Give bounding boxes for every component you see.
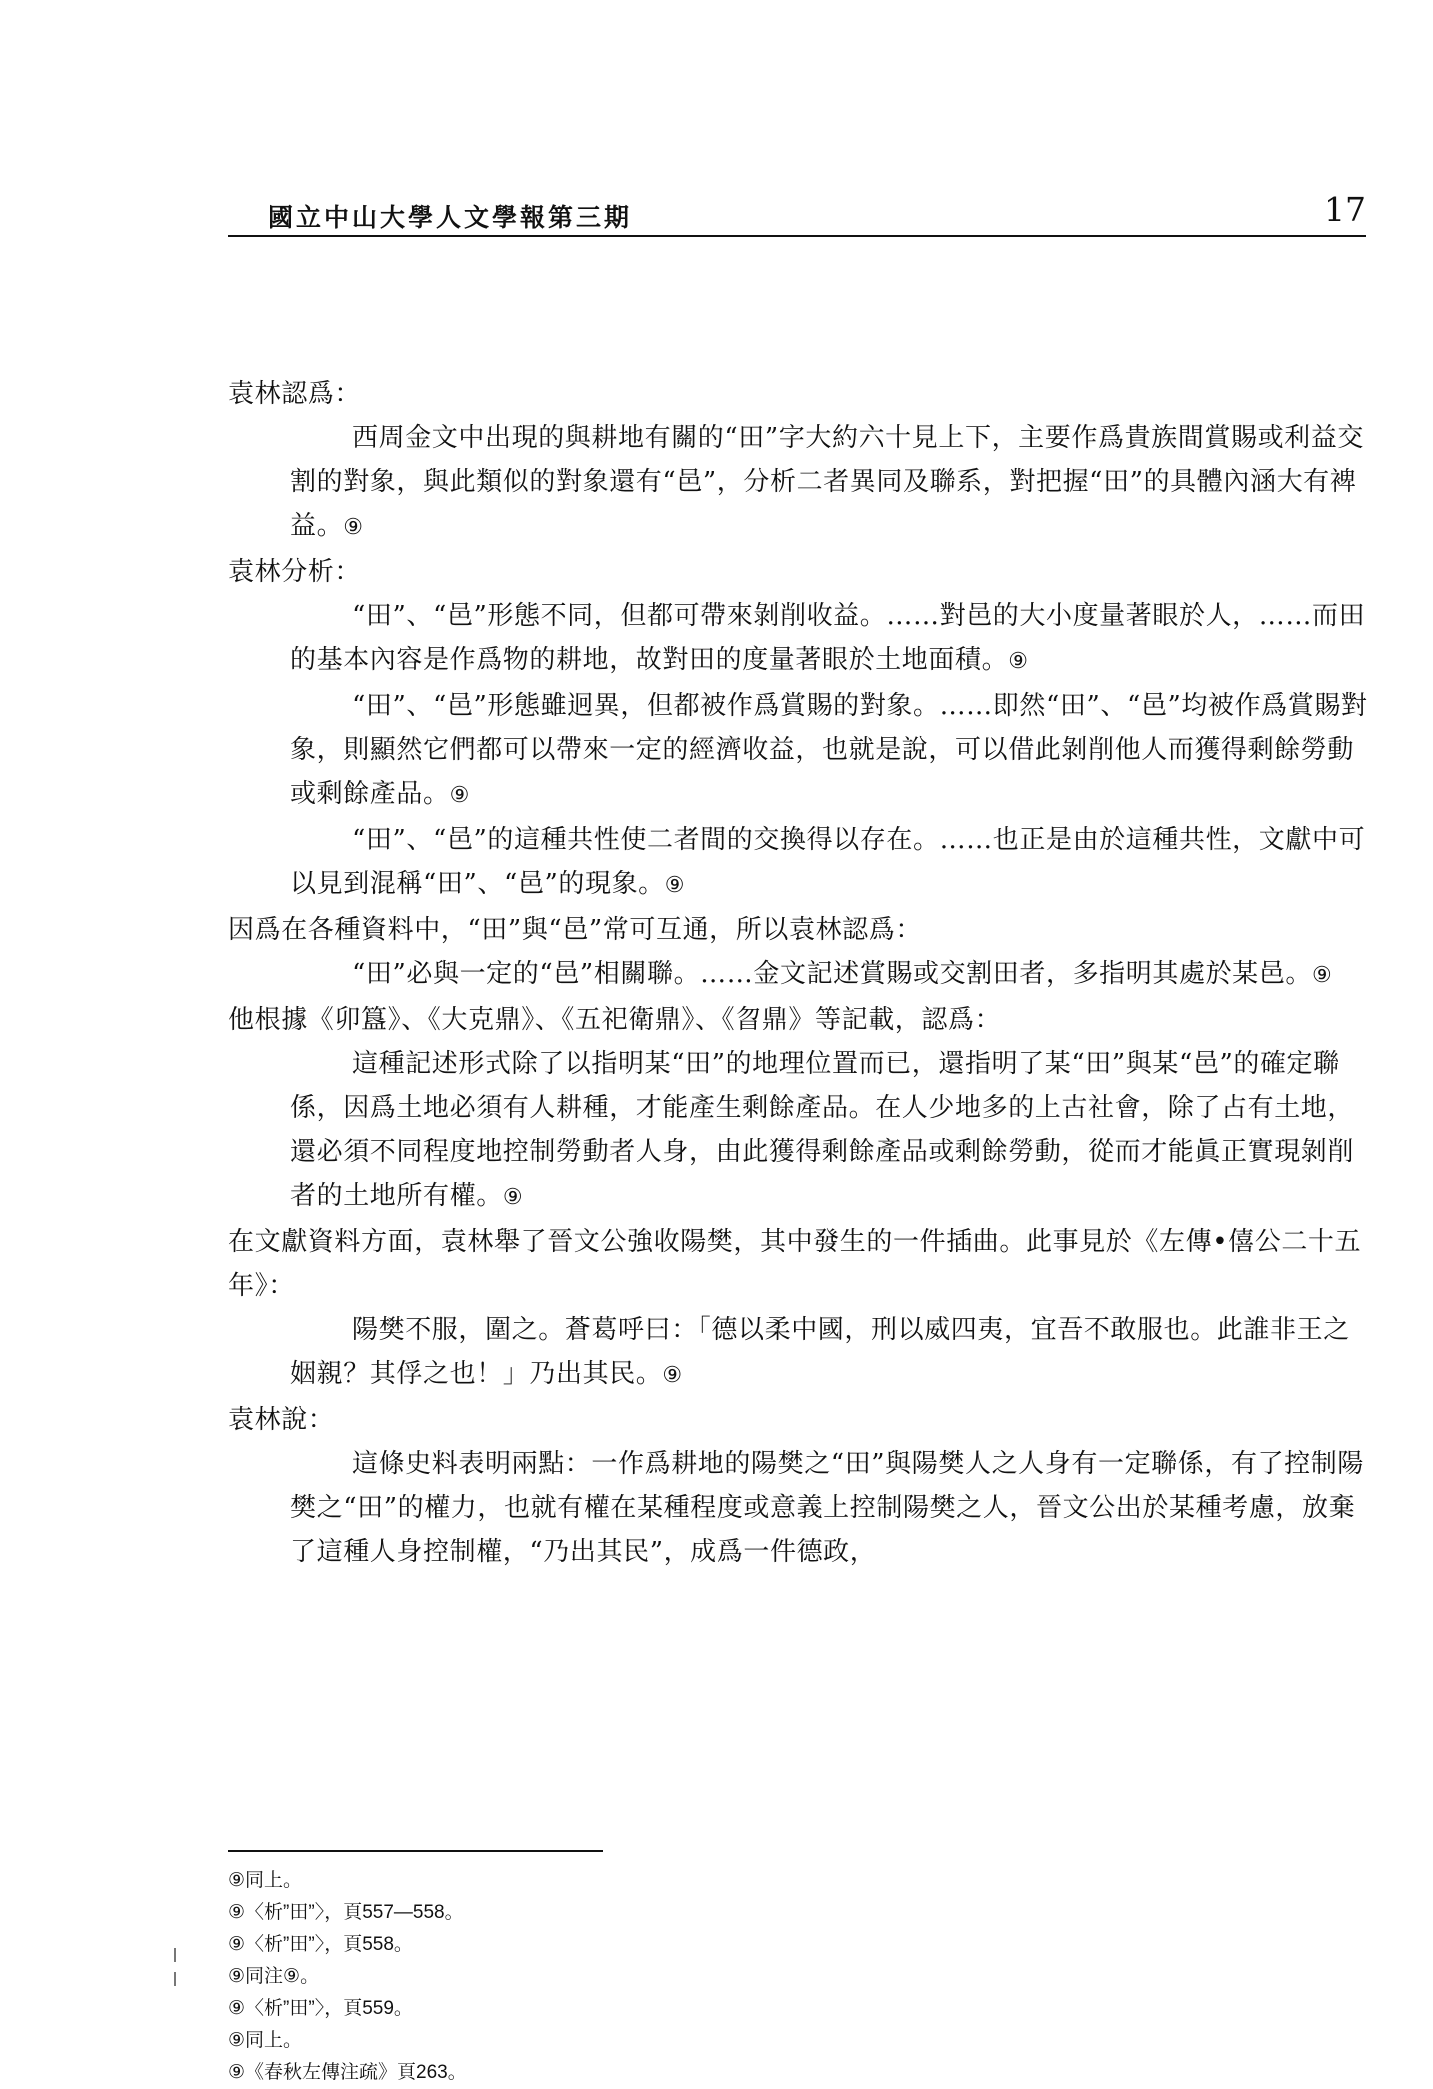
intro-line-1: 袁林認爲：	[228, 379, 362, 409]
footnote-93: ⑨〈析”田”〉，頁558。	[228, 1934, 413, 1955]
scan-speck	[174, 1948, 176, 1962]
footnote-91: ⑨同上。	[228, 1870, 303, 1891]
footnote-96: ⑨同上。	[228, 2030, 303, 2051]
block-quote-2	[290, 594, 1368, 684]
block-quote-8	[290, 1442, 1368, 1574]
block-quote-7	[290, 1308, 1368, 1398]
note-ref: ⑨	[343, 515, 364, 540]
intro-line-5: 袁林說：	[228, 1405, 335, 1435]
page-header	[228, 190, 1366, 240]
footnote-92: ⑨〈析”田”〉，頁557—558。	[228, 1902, 464, 1923]
block-quote-1	[290, 416, 1368, 550]
quote-text: 陽樊不服，圍之。蒼葛呼曰：「德以柔中國，刑以威四夷，宜吾不敢服也。此誰非王之姻親？其俘之也！」乃出其民。	[290, 1315, 1350, 1389]
quote-text: 這條史料表明兩點：一作爲耕地的陽樊之“田”與陽樊人之人身有一定聯係，有了控制陽樊之“田”的權力，也就有權在某種程度或意義上控制陽樊之人，晉文公出於某種考慮，放棄了這種人身控制權，“乃出其民”，成爲一件德政，	[290, 1449, 1364, 1567]
footnote-rule	[228, 1850, 603, 1852]
note-ref: ⑨	[1008, 649, 1029, 674]
journal-title: 國立中山大學人文學報第三期	[268, 203, 633, 232]
block-quote-5	[290, 952, 1368, 998]
footnotes	[228, 1865, 928, 2089]
footnote-97: ⑨《春秋左傳注疏》頁263。	[228, 2062, 467, 2083]
block-quote-6	[290, 1042, 1368, 1220]
footnote-94: ⑨同注⑨。	[228, 1966, 320, 1987]
quote-text: “田”、“邑”形態不同，但都可帶來剝削收益。……對邑的大小度量著眼於人，……而田的基本內容是作爲物的耕地，故對田的度量著眼於土地面積。	[290, 601, 1366, 675]
footnote-95: ⑨〈析”田”〉，頁559。	[228, 1998, 413, 2019]
body-text	[228, 372, 1368, 1574]
scan-speck	[174, 1972, 176, 1986]
quote-text: 西周金文中出現的與耕地有關的“田”字大約六十見上下，主要作爲貴族間賞賜或利益交割的對象，與此類似的對象還有“邑”，分析二者異同及聯系，對把握“田”的具體內涵大有裨益。	[290, 423, 1364, 541]
quote-text: “田”、“邑”形態雖迥異，但都被作爲賞賜的對象。……即然“田”、“邑”均被作爲賞賜對象，則顯然它們都可以帶來一定的經濟收益，也就是說，可以借此剝削他人而獲得剩餘勞動或剩餘產品。	[290, 691, 1368, 809]
block-quote-4	[290, 818, 1368, 908]
block-quote-3	[290, 684, 1368, 818]
note-ref: ⑨	[1311, 963, 1333, 988]
note-ref: ⑨	[662, 1363, 683, 1388]
quote-text: 這種記述形式除了以指明某“田”的地理位置而已，還指明了某“田”與某“邑”的確定聯係，因爲土地必須有人耕種，才能產生剩餘產品。在人少地多的上古社會，除了占有土地，還必須不同程度地控制勞動者人身，由此獲得剩餘產品或剩餘勞動，從而才能眞正實現剝削者的土地所有權。	[290, 1049, 1355, 1211]
intro-line-4: 他根據《卯簋》、《大克鼎》、《五祀衛鼎》、《曶鼎》等記載，認爲：	[228, 1005, 1002, 1035]
page-number: 17	[1324, 190, 1366, 229]
intro-line-2: 袁林分析：	[228, 557, 362, 587]
intro-line-3: 因爲在各種資料中，“田”與“邑”常可互通，所以袁林認爲：	[228, 915, 922, 945]
quote-text: “田”、“邑”的這種共性使二者間的交換得以存在。……也正是由於這種共性，文獻中可以見到混稱“田”、“邑”的現象。	[290, 825, 1366, 899]
note-ref: ⑨	[449, 783, 470, 808]
note-ref: ⑨	[664, 873, 686, 898]
body-paragraph: 在文獻資料方面，袁林舉了晉文公強收陽樊，其中發生的一件插曲。此事見於《左傳•僖公二十五年》：	[228, 1227, 1362, 1301]
header-rule	[228, 235, 1366, 237]
note-ref: ⑨	[502, 1185, 524, 1210]
quote-text: “田”必與一定的“邑”相關聯。……金文記述賞賜或交割田者，多指明其處於某邑。	[352, 959, 1312, 989]
